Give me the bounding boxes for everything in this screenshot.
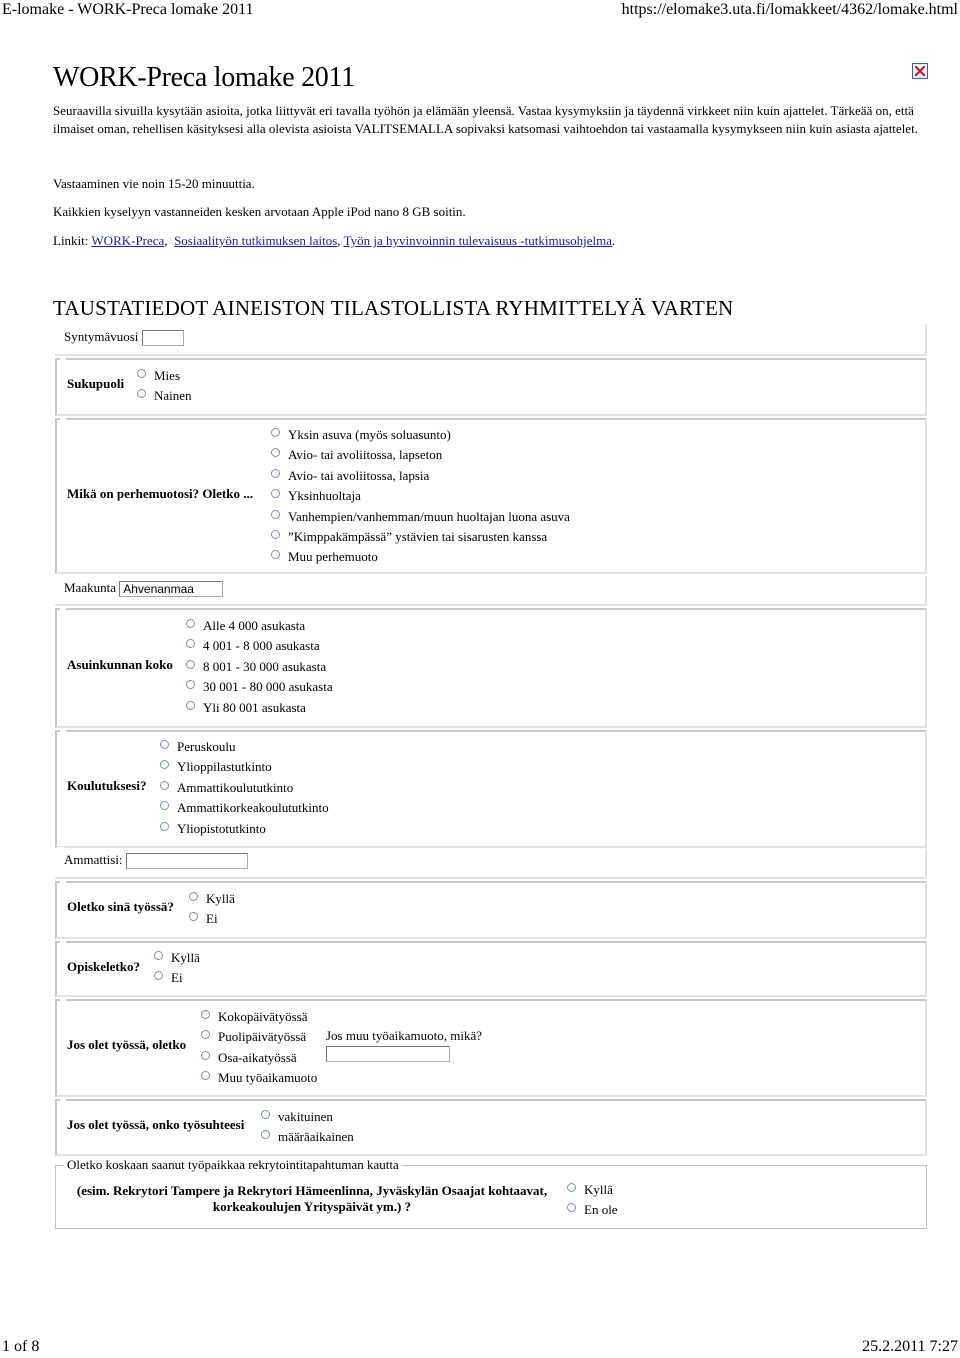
radio-icon[interactable] [186,619,195,628]
link-work-preca[interactable]: WORK-Preca [91,233,165,248]
recruit-question-line1: (esim. Rekrytori Tampere ja Rekrytori Hämeenlinna, Jyväskylän Osaajat kohtaavat, [76,1183,548,1198]
contract-question: Jos olet työssä, onko työsuhteesi [67,1117,245,1132]
gender-box: Sukupuoli Mies Nainen [55,358,927,416]
intro-text: Seuraavilla sivuilla kysytään asioita, jotka liittyvät eri tavalla työhön ja elämään yleensä. Vastaa kysymyksiin ja täydennä virkkeet niin kuin ajattelet. Tärkeää on, että ilmaiset oman, rehellisen käsityksesi alla olevista asioista VALITSEMALLA sopivaksi katsomasi vaihtoehdon tai vastaamalla kysymykseen niin kuin asiasta ajattelet. [53,103,918,136]
form-title: WORK-Preca lomake 2011 [53,62,355,93]
radio-icon[interactable] [567,1203,576,1212]
links-row: Linkit: WORK-Preca, Sosiaalityön tutkimuksen laitos, Työn ja hyvinvoinnin tulevaisuus -tutkimusohjelma. [53,233,616,248]
profession-input[interactable] [126,853,248,869]
radio-icon[interactable] [271,469,280,478]
browser-header [0,0,960,22]
other-work-time-label: Jos muu työaikamuoto, mikä? [326,1028,482,1043]
family-question: Mikä on perhemuotosi? Oletko ... [67,486,253,501]
section-title: TAUSTATIEDOT AINEISTON TILASTOLLISTA RYHMITTELYÄ VARTEN [53,296,734,320]
radio-icon[interactable] [201,1071,210,1080]
radio-icon[interactable] [189,892,198,901]
radio-icon[interactable] [201,1030,210,1039]
radio-icon[interactable] [160,781,169,790]
radio-icon[interactable] [201,1010,210,1019]
radio-icon[interactable] [186,680,195,689]
birth-year-label: Syntymävuosi [64,329,139,344]
radio-icon[interactable] [189,912,198,921]
profession-row [55,849,927,879]
radio-icon[interactable] [271,530,280,539]
gender-question: Sukupuoli [67,376,125,391]
recruit-question-line2: korkeakoulujen Yrityspäivät ym.) ? [212,1199,412,1214]
region-label: Maakunta [64,580,116,595]
window-title: E-lomake - WORK-Preca lomake 2011 [2,1,254,18]
radio-icon[interactable] [271,510,280,519]
working-box: Oletko sinä työssä? Kyllä Ei [55,881,927,939]
radio-icon[interactable] [201,1051,210,1060]
recruit-fieldset: Oletko koskaan saanut työpaikkaa rekrytointitapahtuman kautta (esim. Rekrytori Tampere ja Rekrytori Hämeenlinna, Jyväskylän Osaajat kohtaavat, korkeakoulujen Yrityspäivät ym.) ? Kyllä En ole [55,1165,927,1229]
birth-year-row [55,324,927,356]
radio-icon[interactable] [271,489,280,498]
link-tyon-hyvinvointi[interactable]: Työn ja hyvinvoinnin tulevaisuus -tutkimusohjelma [343,233,613,248]
radio-icon[interactable] [154,951,163,960]
radio-icon[interactable] [261,1110,270,1119]
radio-icon[interactable] [261,1130,270,1139]
print-datetime: 25.2.2011 7:27 [862,1338,958,1355]
other-work-time-input[interactable] [326,1046,450,1062]
working-question: Oletko sinä työssä? [67,899,174,914]
radio-icon[interactable] [160,760,169,769]
birth-year-input[interactable] [142,330,184,346]
profession-label: Ammattisi: [64,852,123,867]
contract-box: Jos olet työssä, onko työsuhteesi vakituinen määräaikainen [55,1099,927,1156]
radio-icon[interactable] [271,428,280,437]
radio-icon[interactable] [160,822,169,831]
region-row [55,576,927,606]
page-footer [0,1338,960,1358]
link-sosiaalityo[interactable]: Sosiaalityön tutkimuksen laitos [174,233,338,248]
work-time-box: Jos olet työssä, oletko Kokopäivätyössä Puolipäivätyössä Osa-aikatyössä Muu työaikamuoto Jos muu työaikamuoto, mikä? [55,999,927,1097]
radio-icon[interactable] [567,1183,576,1192]
family-box: Mikä on perhemuotosi? Oletko ... Yksin asuva (myös soluasunto) Avio- tai avoliitossa, lapseton Avio- tai avoliitossa, lapsia Yksinhuoltaja Vanhempien/vanhemman/muun huoltajan luona asuva ”Kimppakämpässä” ystävien tai sisarusten kanssa Muu perhemuoto [55,418,927,574]
municipality-box: Asuinkunnan koko Alle 4 000 asukasta 4 001 - 8 000 asukasta 8 001 - 30 000 asukasta 30 001 - 80 000 asukasta Yli 80 001 asukasta [55,608,927,728]
education-box: Koulutuksesi? Peruskoulu Ylioppilastutkinto Ammattikoulututkinto Ammattikorkeakoulututkinto Yliopistotutkinto [55,730,927,848]
work-time-question: Jos olet työssä, oletko [67,1037,187,1052]
radio-icon[interactable] [154,971,163,980]
radio-icon[interactable] [160,740,169,749]
prize-text: Kaikkien kyselyyn vastanneiden kesken arvotaan Apple iPod nano 8 GB soitin. [53,204,466,219]
radio-icon[interactable] [271,550,280,559]
recruit-legend: Oletko koskaan saanut työpaikkaa rekrytointitapahtuman kautta [64,1157,402,1173]
radio-icon[interactable] [137,369,146,378]
municipality-question: Asuinkunnan koko [67,657,173,672]
close-icon[interactable] [912,63,928,79]
radio-icon[interactable] [186,660,195,669]
education-question: Koulutuksesi? [67,778,147,793]
page-counter: 1 of 8 [2,1338,40,1355]
region-select[interactable]: Ahvenanmaa [119,581,223,597]
links-label: Linkit: [53,233,89,248]
duration-text: Vastaaminen vie noin 15-20 minuuttia. [53,176,255,191]
page-url: https://elomake3.uta.fi/lomakkeet/4362/lomake.html [621,1,958,18]
radio-icon[interactable] [160,801,169,810]
radio-icon[interactable] [271,448,280,457]
radio-icon[interactable] [186,639,195,648]
studying-box: Opiskeletko? Kyllä Ei [55,941,927,997]
radio-icon[interactable] [186,701,195,710]
studying-question: Opiskeletko? [67,959,140,974]
radio-icon[interactable] [137,389,146,398]
